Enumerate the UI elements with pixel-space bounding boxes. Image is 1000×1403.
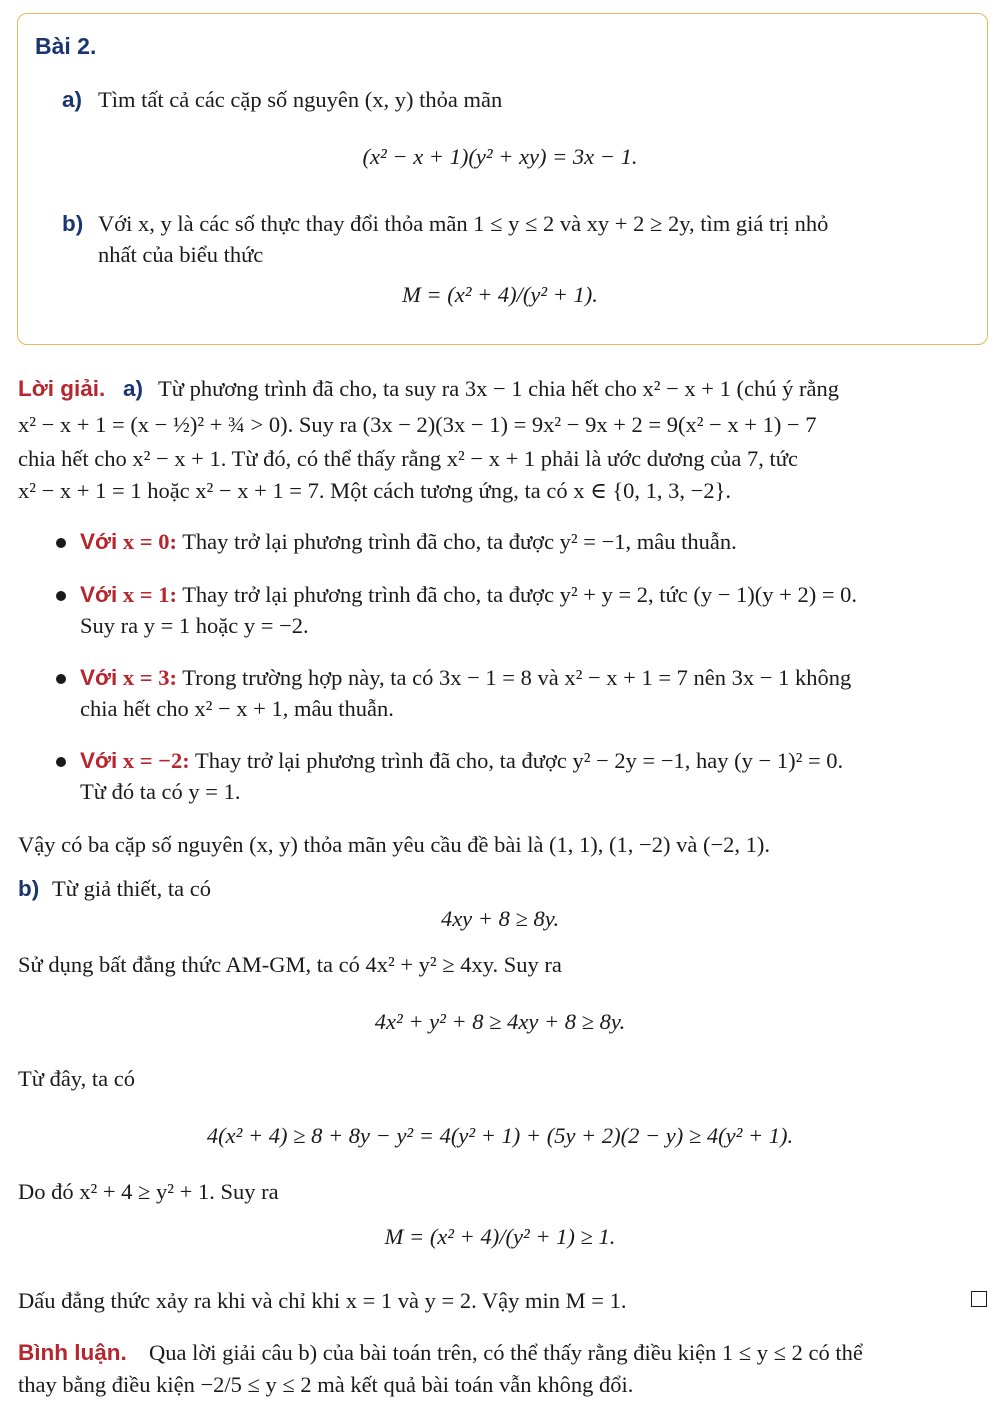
solution-b4: Do đó x² + 4 ≥ y² + 1. Suy ra — [18, 1179, 279, 1204]
solution-line1: Từ phương trình đã cho, ta suy ra 3x − 1 chia hết cho x² − x + 1 (chú ý rằng — [158, 376, 839, 401]
case-bullet — [56, 674, 66, 684]
conclusion-a: Vậy có ba cặp số nguyên (x, y) thỏa mãn yêu cầu đề bài là (1, 1), (1, −2) và (−2, 1). — [18, 832, 771, 857]
case-bullet — [56, 757, 66, 767]
comment-heading: Bình luận. — [18, 1340, 127, 1365]
solution-heading: Lời giải. — [18, 376, 106, 401]
problem-a-equation: (x² − x + 1)(y² + xy) = 3x − 1. — [362, 144, 638, 169]
case-text: Thay trở lại phương trình đã cho, ta được y² − 2y = −1, hay (y − 1)² = 0. — [195, 748, 844, 773]
case-bullet — [56, 591, 66, 601]
solution-line4: x² − x + 1 = 1 hoặc x² − x + 1 = 7. Một cách tương ứng, ta có x ∈ {0, 1, 3, −2}. — [18, 478, 732, 503]
case-condition: x = 0: — [122, 529, 177, 554]
solution-part-b-label: b) — [18, 876, 40, 901]
case-bullet — [56, 538, 66, 548]
solution-b-eq2: 4x² + y² + 8 ≥ 4xy + 8 ≥ 8y. — [374, 1009, 626, 1034]
case-item — [80, 580, 857, 610]
case-condition: x = 3: — [122, 665, 177, 690]
solution-b-eq3: 4(x² + 4) ≥ 8 + 8y − y² = 4(y² + 1) + (5y + 2)(2 − y) ≥ 4(y² + 1). — [206, 1123, 794, 1148]
solution-line3: chia hết cho x² − x + 1. Từ đó, có thể thấy rằng x² − x + 1 phải là ước dương của 7, tức — [18, 446, 798, 471]
problem-b-label: b) — [62, 211, 84, 236]
case-text-continued: chia hết cho x² − x + 1, mâu thuẫn. — [80, 696, 394, 721]
case-head: Với — [80, 665, 118, 690]
case-head: Với — [80, 582, 118, 607]
problem-a-text: Tìm tất cả các cặp số nguyên (x, y) thỏa mãn — [98, 87, 503, 112]
solution-b2: Sử dụng bất đẳng thức AM-GM, ta có 4x² + y² ≥ 4xy. Suy ra — [18, 952, 562, 977]
case-text-continued: Từ đó ta có y = 1. — [80, 779, 241, 804]
solution-b5: Dấu đẳng thức xảy ra khi và chỉ khi x = 1 và y = 2. Vậy min M = 1. — [18, 1288, 627, 1313]
solution-b1: Từ giả thiết, ta có — [52, 876, 212, 901]
problem-a-label: a) — [62, 87, 83, 112]
case-item — [80, 663, 851, 693]
problem-b-formula: M = (x² + 4)/(y² + 1). — [402, 282, 598, 307]
qed-square-icon — [971, 1291, 987, 1307]
problem-title: Bài 2. — [35, 33, 97, 59]
comment-line2: thay bằng điều kiện −2/5 ≤ y ≤ 2 mà kết quả bài toán vẫn không đổi. — [18, 1372, 634, 1397]
case-condition: x = −2: — [122, 748, 190, 773]
case-head: Với — [80, 529, 118, 554]
comment-line1: Qua lời giải câu b) của bài toán trên, có thể thấy rằng điều kiện 1 ≤ y ≤ 2 có thể — [149, 1340, 863, 1365]
case-item — [80, 527, 737, 557]
case-item — [80, 746, 843, 776]
case-head: Với — [80, 748, 118, 773]
solution-b-eq1: 4xy + 8 ≥ 8y. — [440, 906, 560, 931]
solution-b3: Từ đây, ta có — [18, 1066, 135, 1091]
case-text: Thay trở lại phương trình đã cho, ta được y² + y = 2, tức (y − 1)(y + 2) = 0. — [182, 582, 858, 607]
solution-line2: x² − x + 1 = (x − ½)² + ¾ > 0). Suy ra (3x − 2)(3x − 1) = 9x² − 9x + 2 = 9(x² − x + 1) − 7 — [18, 412, 817, 437]
case-text: Trong trường hợp này, ta có 3x − 1 = 8 và x² − x + 1 = 7 nên 3x − 1 không — [182, 665, 852, 690]
problem-b-line1: Với x, y là các số thực thay đổi thỏa mãn 1 ≤ y ≤ 2 và xy + 2 ≥ 2y, tìm giá trị nhỏ — [98, 211, 829, 236]
case-condition: x = 1: — [122, 582, 177, 607]
solution-part-a-label: a) — [123, 376, 144, 401]
solution-b-eq4: M = (x² + 4)/(y² + 1) ≥ 1. — [384, 1224, 616, 1249]
case-text-continued: Suy ra y = 1 hoặc y = −2. — [80, 613, 309, 638]
problem-b-line2: nhất của biểu thức — [98, 242, 264, 267]
case-text: Thay trở lại phương trình đã cho, ta được y² = −1, mâu thuẫn. — [182, 529, 737, 554]
